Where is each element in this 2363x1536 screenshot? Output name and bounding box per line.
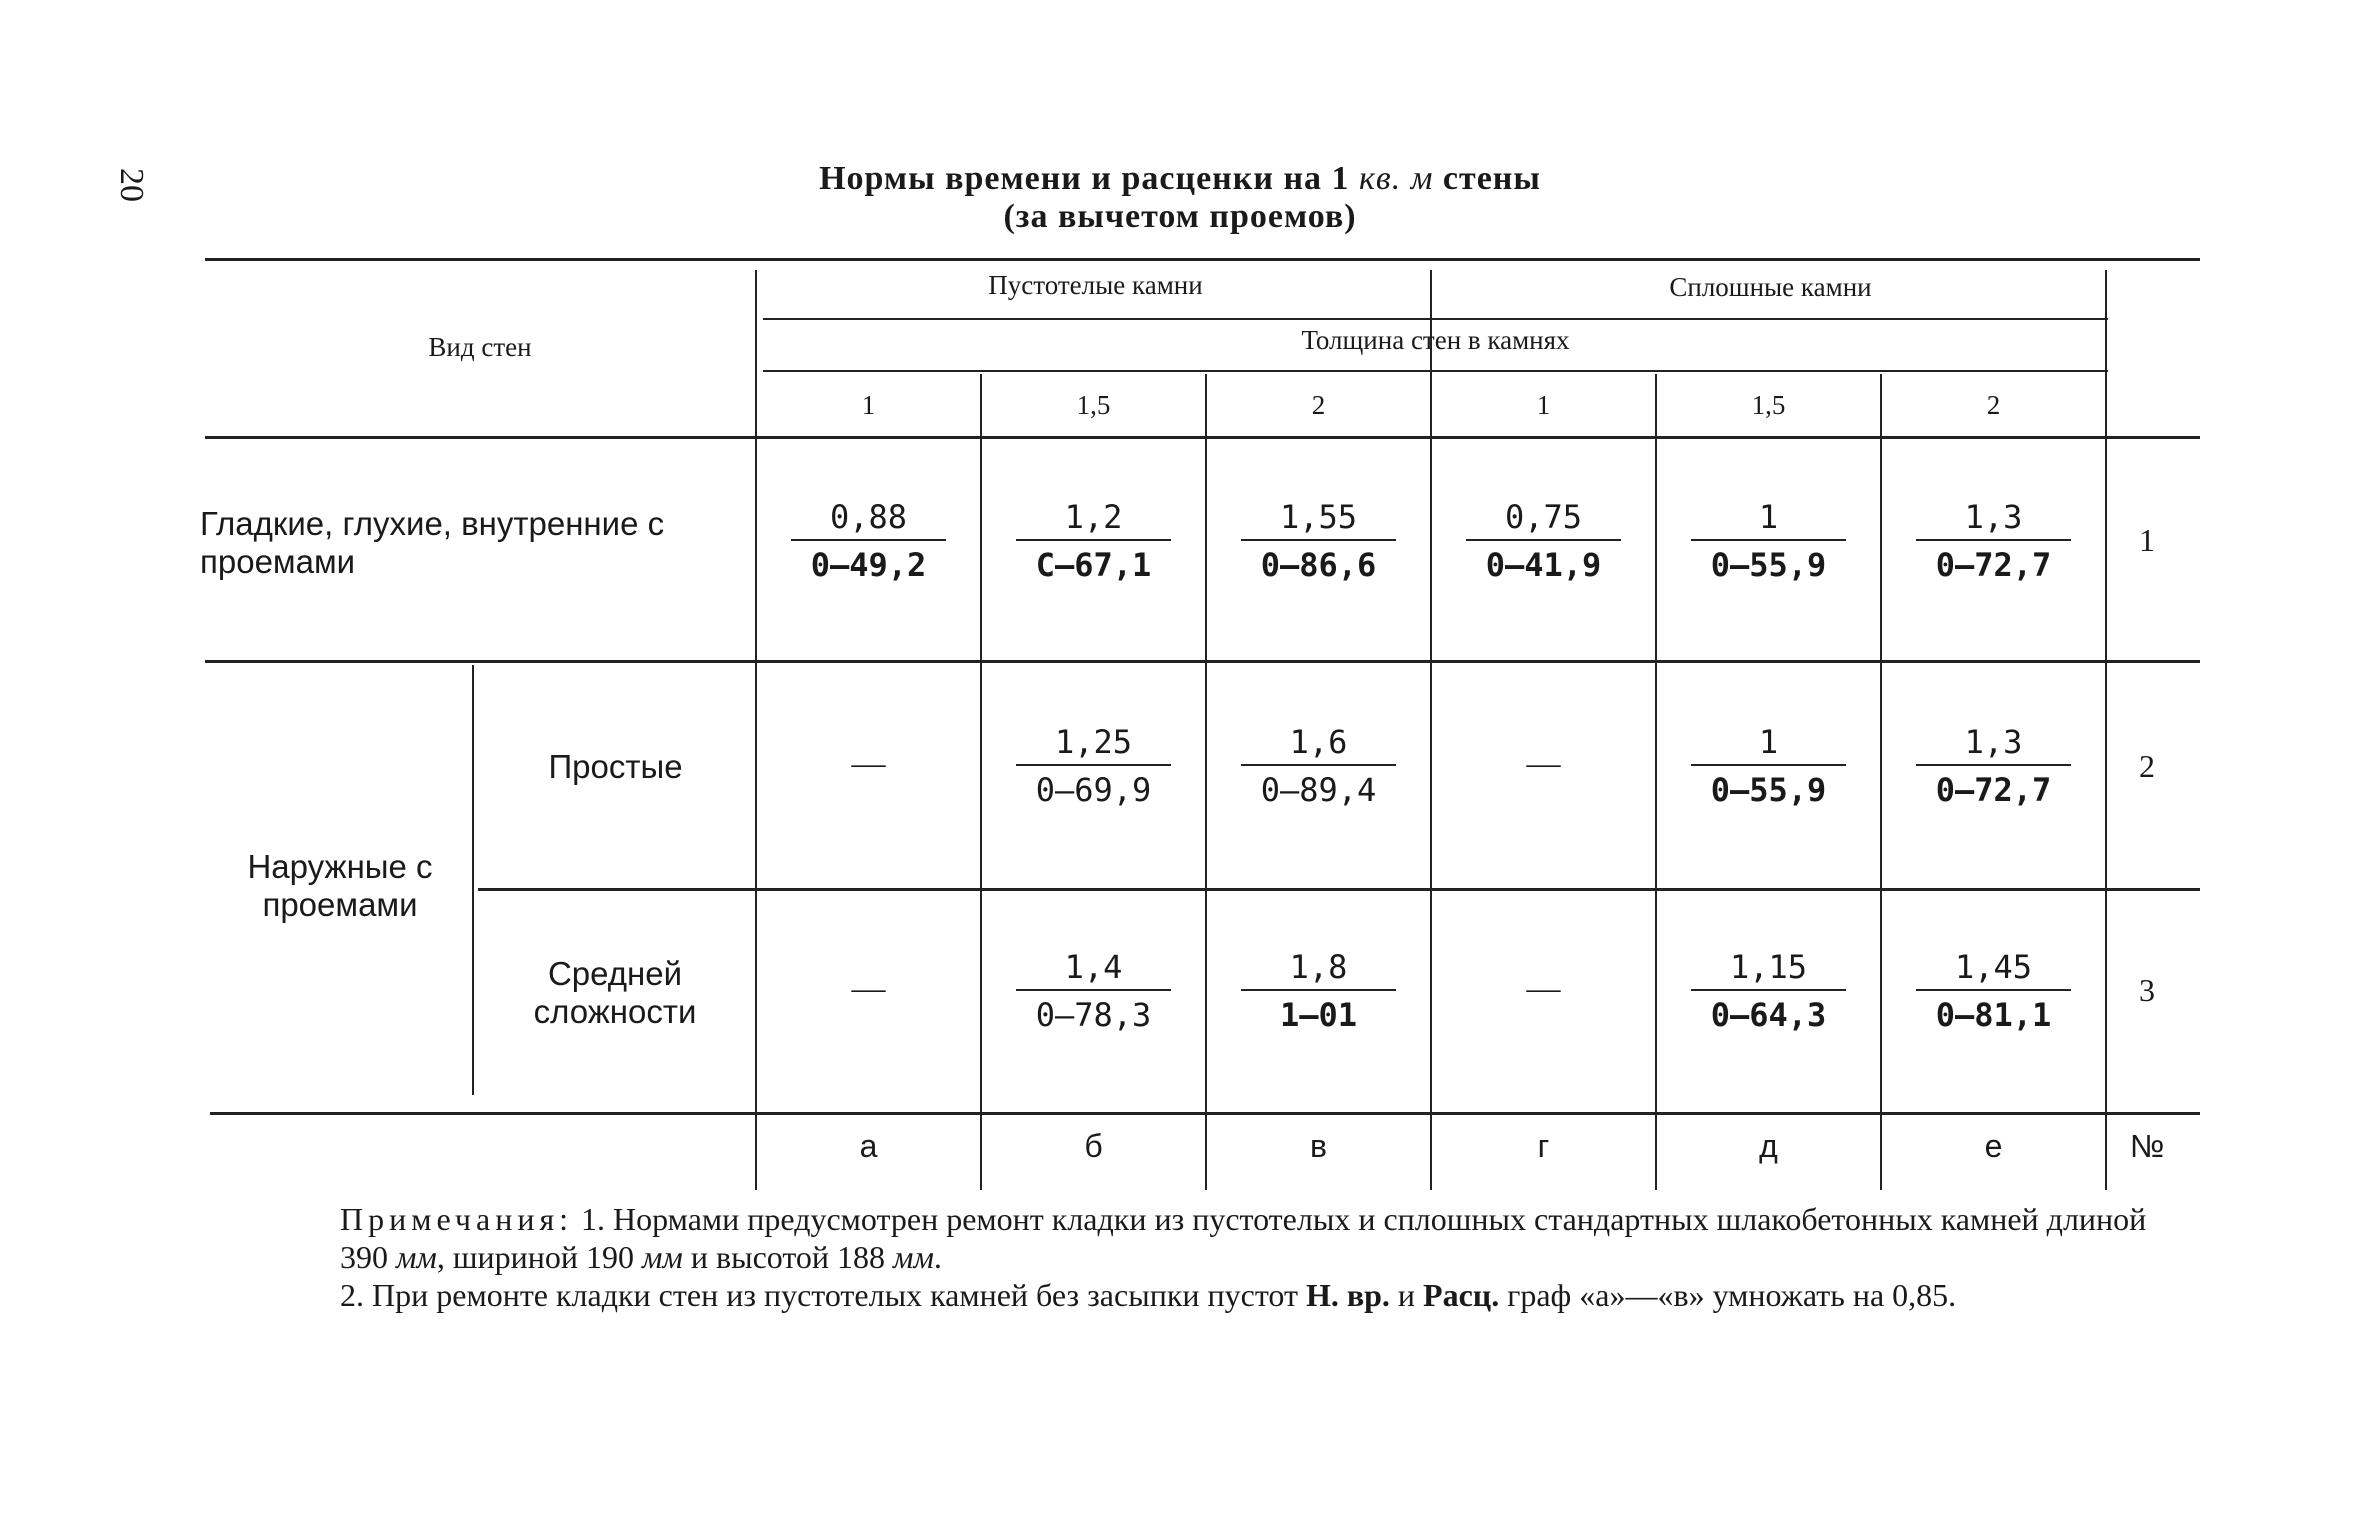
number-column-header: № [2129,1128,2165,1164]
row2-cell-e [1882,720,2105,810]
thickness-col-a: 1 [861,390,876,420]
outer-subrow-divider [472,665,474,1095]
note-2: 2. При ремонте кладки стен из пустотелых камней без засыпки пустот Н. вр. и Расц. граф «а»—«в» умножать на 0,85. [340,1277,1957,1313]
row2-cell-b [982,720,1205,810]
row1-cell-b [982,495,1205,585]
row1-a-rate: 0—49,2 [810,546,927,584]
row3-e-rate: 0—81,1 [1935,996,2052,1034]
table-top-rule [205,258,2200,261]
row2-v-norm: 1,6 [1289,723,1348,761]
row1-label: Гладкие, глухие, внутренние с проемами [200,505,665,580]
col-divider-num [2105,270,2107,1190]
row1-cell-g [1432,495,1655,585]
row1-number: 1 [2139,522,2155,558]
row3-e-norm: 1,45 [1954,948,2033,986]
row2-e-norm: 1,3 [1964,723,2023,761]
row1-e-rate: 0—72,7 [1935,546,2052,584]
row1-v-rate: 0—86,6 [1260,546,1377,584]
row1-a-norm: 0,88 [829,498,908,536]
col-letter-g: г [1537,1128,1550,1164]
thickness-header-rule [763,370,2108,372]
row2-cell-g: — [1526,745,1561,782]
row2-cell-a: — [851,745,886,782]
row1-b-rate: С—67,1 [1035,546,1152,584]
row2-bottom-rule [478,888,2200,891]
group-header-rule [763,318,2108,320]
row3-b-norm: 1,4 [1064,948,1123,986]
row3-b-rate: 0—78,3 [1035,996,1152,1034]
row1-cell-a [757,495,980,585]
row3-cell-d [1657,945,1880,1035]
row1-cell-e [1882,495,2105,585]
row1-cell-d [1657,495,1880,585]
outer-walls-label: Наружные с проемами [247,848,433,923]
row1-d-norm: 1 [1758,498,1779,536]
row1-d-rate: 0—55,9 [1710,546,1827,584]
row3-cell-e [1882,945,2105,1035]
header-hollow-stones: Пустотелые камни [988,270,1203,300]
row2-v-rate: 0—89,4 [1260,771,1377,809]
notes-block [265,1200,2185,1314]
thickness-col-e: 2 [1986,390,2001,420]
row3-cell-v [1207,945,1430,1035]
row2-cell-v [1207,720,1430,810]
header-bottom-rule [205,436,2200,439]
row3-cell-a: — [851,970,886,1007]
table-title [780,160,1580,236]
row2-number: 2 [2139,748,2155,784]
thickness-col-d: 1,5 [1751,390,1786,420]
title-line-1: Нормы времени и расценки на 1 кв. м стены [819,160,1541,197]
page-number: 20 [113,168,150,202]
row3-d-norm: 1,15 [1729,948,1808,986]
row2-cell-d [1657,720,1880,810]
thickness-col-b: 1,5 [1076,390,1111,420]
row1-g-norm: 0,75 [1504,498,1583,536]
col-letter-b: б [1084,1128,1103,1164]
row3-label: Средней сложности [533,955,697,1030]
row2-e-rate: 0—72,7 [1935,771,2052,809]
row3-cell-g: — [1526,970,1561,1007]
row3-d-rate: 0—64,3 [1710,996,1827,1034]
row1-v-norm: 1,55 [1279,498,1358,536]
thickness-col-v: 2 [1311,390,1326,420]
row2-d-rate: 0—55,9 [1710,771,1827,809]
note-1: Примечания: 1. Нормами предусмотрен ремонт кладки из пустотелых и сплошных стандартных шлакобетонных камней длиной 390 мм, шириной 190 мм и высотой 188 мм. [340,1201,2147,1275]
row2-b-norm: 1,25 [1054,723,1133,761]
row1-g-rate: 0—41,9 [1485,546,1602,584]
header-solid-stones: Сплошные камни [1669,272,1872,302]
row3-cell-b [982,945,1205,1035]
row2-d-norm: 1 [1758,723,1779,761]
row3-v-rate: 1—01 [1279,996,1358,1034]
row2-label: Простые [548,748,683,785]
row1-e-norm: 1,3 [1964,498,2023,536]
row2-b-rate: 0—69,9 [1035,771,1152,809]
title-line-2: (за вычетом проемов) [1003,198,1357,235]
row1-cell-v [1207,495,1430,585]
header-thickness: Толщина стен в камнях [1301,325,1570,355]
col-letter-v: в [1310,1128,1327,1164]
col-letter-a: а [859,1128,878,1164]
header-wall-type: Вид стен [428,332,532,362]
thickness-col-g: 1 [1536,390,1551,420]
row3-number: 3 [2139,972,2155,1008]
row1-b-norm: 1,2 [1064,498,1123,536]
col-letter-d: д [1759,1128,1778,1164]
col-letter-e: е [1984,1128,2003,1164]
row3-v-norm: 1,8 [1289,948,1348,986]
row1-bottom-rule [205,660,2200,663]
